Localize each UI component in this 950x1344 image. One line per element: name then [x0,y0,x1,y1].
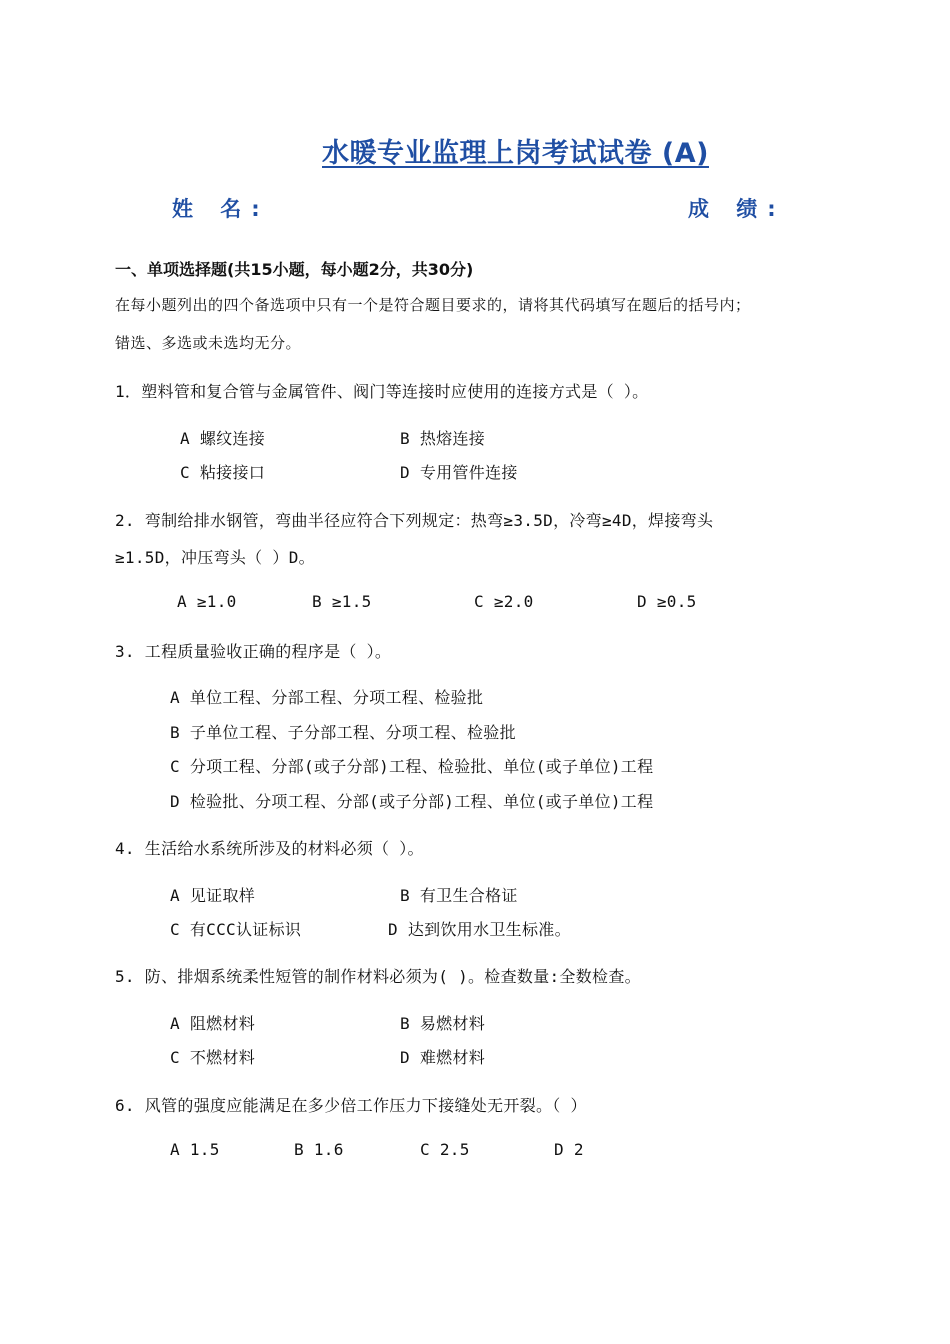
option-c: C 有CCC认证标识 [170,920,302,939]
option-b: B 热熔连接 [400,429,486,448]
question-4-text: 4. 生活给水系统所涉及的材料必须（ ）。 [115,839,424,858]
question-2-text-cont: ≥1.5D，冲压弯头（ ）D。 [115,548,315,567]
option-b: B 易燃材料 [400,1014,486,1033]
question-5-text: 5. 防、排烟系统柔性短管的制作材料必须为( )。检查数量:全数检查。 [115,967,641,986]
option-c: C 不燃材料 [170,1048,256,1067]
instruction-line: 错选、多选或未选均无分。 [115,334,302,352]
option-d: D 难燃材料 [400,1048,486,1067]
option-d: D ≥0.5 [637,592,697,611]
option-c: C 2.5 [420,1140,470,1159]
option-b: B ≥1.5 [312,592,372,611]
option-d: D 2 [554,1140,584,1159]
option-a: A 螺纹连接 [180,429,266,448]
option-a: A 单位工程、分部工程、分项工程、检验批 [170,688,484,707]
question-1-text: 1．塑料管和复合管与金属管件、阀门等连接时应使用的连接方式是（ ）。 [115,382,649,401]
question-3-text: 3. 工程质量验收正确的程序是（ ）。 [115,642,392,661]
option-a: A ≥1.0 [177,592,237,611]
exam-title: 水暖专业监理上岗考试试卷 (A) [322,138,709,169]
option-d: D 检验批、分项工程、分部(或子分部)工程、单位(或子单位)工程 [170,792,654,811]
option-c: C 粘接接口 [180,463,266,482]
option-d: D 专用管件连接 [400,463,518,482]
option-c: C ≥2.0 [474,592,534,611]
question-2-text: 2. 弯制给排水钢管，弯曲半径应符合下列规定：热弯≥3.5D，冷弯≥4D，焊接弯头 [115,511,714,530]
option-a: A 1.5 [170,1140,220,1159]
option-b: B 1.6 [294,1140,344,1159]
instruction-line: 在每小题列出的四个备选项中只有一个是符合题目要求的，请将其代码填写在题后的括号内； [115,296,751,314]
option-a: A 见证取样 [170,886,256,905]
question-6-text: 6. 风管的强度应能满足在多少倍工作压力下接缝处无开裂。（ ） [115,1096,587,1115]
option-b: B 有卫生合格证 [400,886,518,905]
score-label: 成 绩: [688,197,786,221]
option-b: B 子单位工程、子分部工程、分项工程、检验批 [170,723,516,742]
option-d: D 达到饮用水卫生标准。 [388,920,571,939]
name-label: 姓 名: [172,197,270,221]
section-heading: 一、单项选择题(共15小题，每小题2分，共30分) [115,260,474,279]
option-c: C 分项工程、分部(或子分部)工程、检验批、单位(或子单位)工程 [170,757,654,776]
option-a: A 阻燃材料 [170,1014,256,1033]
